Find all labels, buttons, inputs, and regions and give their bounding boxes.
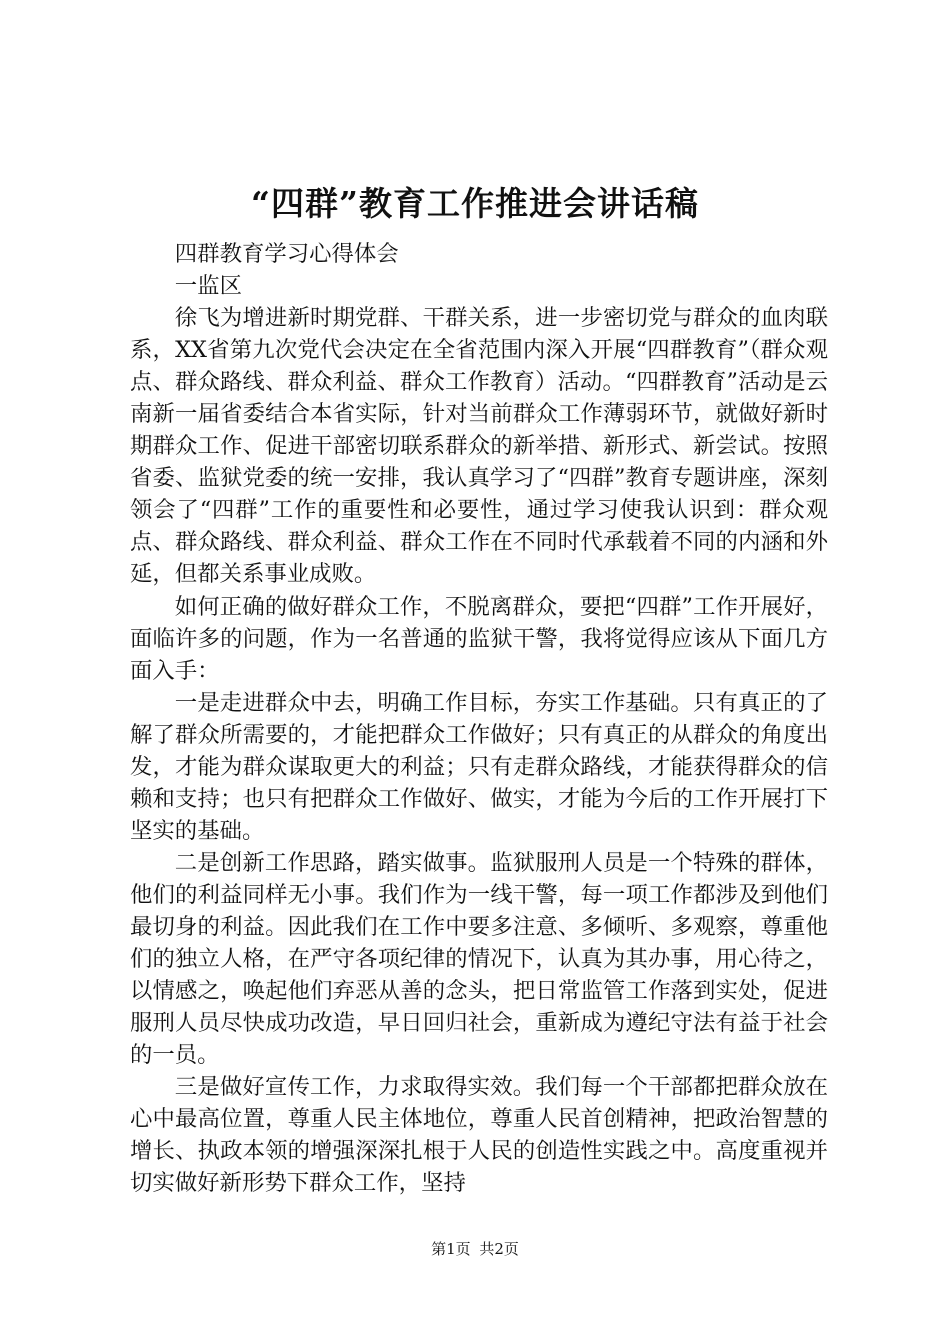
paragraph-point-two: 二是创新工作思路，踏实做事。监狱服刑人员是一个特殊的群体，他们的利益同样无小事。我们作为一线干警，每一项工作都涉及到他们最切身的利益。因此我们在工作中要多注意、多倾听、多观察，尊重他们的独立人格，在严守各项纪律的情况下，认真为其办事，用心待之，以情感之，唤起他们弃恶从善的念头，把日常监管工作落到实处，促进服刑人员尽快成功改造，早日回归社会，重新成为遵纪守法有益于社会的一员。 — [130, 849, 828, 1069]
paragraph-point-three: 三是做好宣传工作，力求取得实效。我们每一个干部都把群众放在心中最高位置，尊重人民主体地位，尊重人民首创精神，把政治智慧的增长、执政本领的增强深深扎根于人民的创造性实践之中。高度重视并切实做好新形势下群众工作，坚持 — [130, 1074, 828, 1197]
page-number: 第1页 — [431, 1240, 471, 1258]
page-total: 共2页 — [479, 1240, 519, 1258]
page-footer — [0, 1238, 950, 1260]
paragraph-department: 一监区 — [174, 273, 242, 300]
paragraph-subtitle: 四群教育学习心得体会 — [174, 241, 399, 267]
paragraph-question: 如何正确的做好群众工作，不脱离群众，要把“四群”工作开展好，面临许多的问题，作为一名普通的监狱干警，我将觉得应该从下面几方面入手： — [130, 593, 828, 684]
document-title: “四群”教育工作推进会讲话稿 — [251, 184, 699, 223]
document-body — [130, 238, 828, 1199]
paragraph-point-one: 一是走进群众中去，明确工作目标，夯实工作基础。只有真正的了解了群众所需要的，才能把群众工作做好；只有真正的从群众的角度出发，才能为群众谋取更大的利益；只有走群众路线，才能获得群众的信赖和支持；也只有把群众工作做好、做实，才能为今后的工作开展打下坚实的基础。 — [130, 689, 828, 844]
paragraph-intro: 徐飞为增进新时期党群、干群关系，进一步密切党与群众的血肉联系，XX省第九次党代会决定在全省范围内深入开展“四群教育”（群众观点、群众路线、群众利益、群众工作教育）活动。“四群教育”活动是云南新一届省委结合本省实际，针对当前群众工作薄弱环节，就做好新时期群众工作、促进干部密切联系群众的新举措、新形式、新尝试。按照省委、监狱党委的统一安排，我认真学习了“四群”教育专题讲座，深刻领会了“四群”工作的重要性和必要性，通过学习使我认识到：群众观点、群众路线、群众利益、群众工作在不同时代承载着不同的内涵和外延，但都关系事业成败。 — [130, 305, 828, 588]
